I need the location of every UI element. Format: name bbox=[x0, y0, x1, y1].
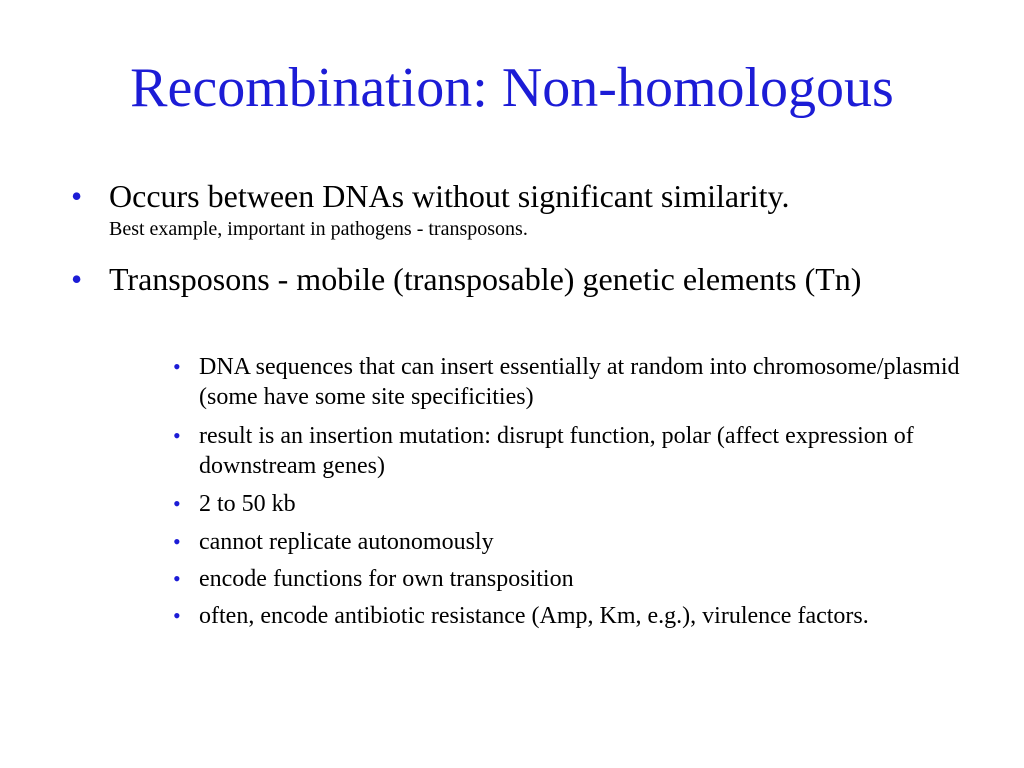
sub-bullet-icon: • bbox=[173, 603, 181, 628]
bullet-icon: • bbox=[71, 178, 83, 214]
bullet-icon: • bbox=[71, 261, 83, 297]
sub-bullet-text: cannot replicate autonomously bbox=[199, 529, 494, 555]
sub-bullet-item bbox=[173, 601, 979, 631]
bullet-item bbox=[71, 178, 989, 242]
sub-bullet-text: result is an insertion mutation: disrupt function, polar (affect expression of downstream genes) bbox=[199, 423, 914, 479]
sub-bullet-text: 2 to 50 kb bbox=[199, 491, 296, 517]
sub-bullet-item bbox=[173, 527, 979, 557]
sub-bullet-item bbox=[173, 564, 979, 594]
bullet-text: Occurs between DNAs without significant similarity. bbox=[109, 178, 790, 214]
sub-bullet-icon: • bbox=[173, 566, 181, 591]
sub-bullet-item bbox=[173, 421, 979, 481]
sub-bullet-icon: • bbox=[173, 529, 181, 554]
bullet-text: Transposons - mobile (transposable) genetic elements (Tn) bbox=[109, 261, 862, 297]
sub-bullet-icon: • bbox=[173, 491, 181, 516]
sub-bullet-icon: • bbox=[173, 354, 181, 379]
sub-bullet-item bbox=[173, 489, 979, 519]
bullet-item bbox=[71, 261, 989, 297]
sub-bullet-text: DNA sequences that can insert essentially at random into chromosome/plasmid (some have some site specificities) bbox=[199, 354, 960, 410]
bullet-note: Best example, important in pathogens - transposons. bbox=[109, 218, 528, 240]
slide-title: Recombination: Non-homologous bbox=[130, 57, 894, 119]
sub-bullet-item bbox=[173, 352, 979, 412]
sub-bullet-text: encode functions for own transposition bbox=[199, 566, 574, 592]
sub-bullet-icon: • bbox=[173, 423, 181, 448]
sub-bullet-text: often, encode antibiotic resistance (Amp, Km, e.g.), virulence factors. bbox=[199, 603, 869, 629]
